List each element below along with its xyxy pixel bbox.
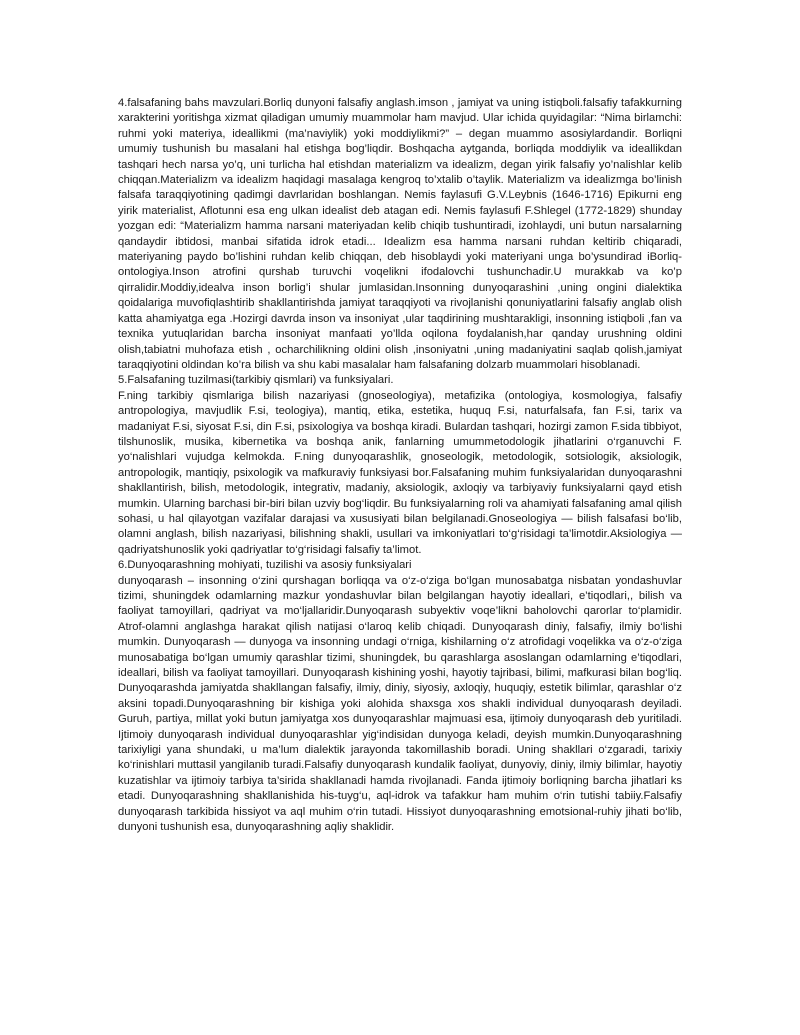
section-4-paragraph: 4.falsafaning bahs mavzulari.Borliq dunyoni falsafiy anglash.imson , jamiyat va uning istiqboli.falsafiy tafakkurning xarakterini yoritishga xizmat qiladigan umumiy muammolar ham mavjud. Ular ichida quyidagilar: “Nima birlamchi: ruhmi yoki materiya, ideallikmi (ma’naviylik) yoki moddiylikmi?” – degan muammo asosiylardandir. Borliqni umumiy tushunish bu masalani hal etishga bog’liqdir. Boshqacha aytganda, borliqda moddiylik va ideallikdan tashqari hech narsa yo’q, uni turlicha hal etishdan materializm va idealizm, degan yirik falsafiy yo’nalishlar kelib chiqqan.Materializm va idealizm haqidagi masalaga kengroq to’xtalib o’taylik. Materializm va idealizmga bo’linish falsafa taraqqiyotining qadimgi davrlaridan boshlangan. Nemis faylasufi G.V.Leybnis (1646-1716) Epikurni eng yirik materialist, Aflotunni esa eng ulkan idealist deb atagan edi. Nemis faylasufi F.Shlegel (1772-1829) shunday yozgan edi: “Materializm hamma narsani materiyadan kelib chiqib tushuntiradi, izohlaydi, uni butun narsalarning qandaydir ibtidosi, manbai sifatida idrok etadi... Idealizm esa hamma narsani ruhdan keltirib chiqaradi, materiyaning paydo bo’lishini ruhdan kelib chiqqan, deb hisoblaydi yoki materiyani unga bo’ysundirad iBorliq-ontologiya.Inson atrofini qurshab turuvchi voqelikni ifodalovchi tushunchadir.U murakkab va ko’p qirralidir.Moddiy,idealva inson borlig’i shular jumlasidan.Insonning dunyoqarashini ,uning ongini dialektika qoidalariga muvofiqlashtirib shakllantirishda jamiyat taraqqiyoti va rivojlanishi qonuniyatlarini falsafiy anglab olish katta ahamiyatga ega .Hozirgi davrda inson va insoniyat ,ular taqdirining mushtarakligi, insonning istiqboli ,fan va texnika yutuqlaridan barcha insoniyat manfaati yo’llda oqilona foydalanish,har qanday urushning oldini olish,tabiatni muhofaza etish , ocharchilikning oldini olish ,insoniyatni ,uning madaniyatini saqlab qolish,jamiyat taraqqiyotini oldindan ko’ra bilish va shu kabi masalalar ham falsafaning dolzarb muammolari hisoblanadi. (118, 97, 682, 371)
section-6-heading: 6.Dunyoqarashning mohiyati, tuzilishi va asosiy funksiyalari (118, 559, 412, 572)
section-5-paragraph: F.ning tarkibiy qismlariga bilish nazariyasi (gnoseologiya), metafizika (ontologiya, kosmologiya, falsafiy antropologiya, mavjudlik F.si, teologiya), mantiq, etika, estetika, huquq F.si, naturfalsafa, fan F.si, tarix va madaniyat F.si, siyosat F.si, din F.si, psixologiya va boshqa kiradi. Bulardan tashqari, hozirgi zamon F.sida tibbiyot, tilshunoslik, musika, kibernetika va boshqa anik, fanlarning umummetodologik jihatlarini o‘rganuvchi F. yo‘nalishlari vujudga kelmokda. F.ning dunyoqarashlik, gnoseologik, metodologik, sotsiologik, aksiologik, antropologik, mantiqiy, psixologik va mafkuraviy funksiyasi bor.Falsafaning muhim funksiyalaridan dunyoqarashni shakllantirish, bilish, metodologik, integrativ, madaniy, aksiologik, axloqiy va tarbiyaviy funksiyalarni qayd etish mumkin. Ularning barchasi bir-biri bilan uzviy bog‘liqdir. Bu funksiyalarning roli va ahamiyati falsafaning amal qilish sohasi, u hal qilayotgan vazifalar darajasi va xususiyati bilan belgilanadi.Gnoseologiya — bilish falsafasi bo‘lib, olamni anglash, bilish nazariyasi, bilishning shakli, usullari va imkoniyatlari to‘g‘risidagi ta’limotdir.Aksiologiya — qadriyatshunoslik yoki qadriyatlar to‘g‘risidagi falsafiy ta’limot. (118, 389, 682, 556)
document-page (118, 96, 682, 836)
section-5-heading: 5.Falsafaning tuzilmasi(tarkibiy qismlari) va funksiyalari. (118, 374, 394, 387)
section-6-paragraph: dunyoqarash – insonning o‘zini qurshagan borliqqa va o‘z-o‘ziga bo‘lgan munosabatga nisbatan yondashuvlar tizimi, shuningdek odamlarning mazkur yondashuvlar bilan belgilangan hayotiy ideallari, e’tiqodlari,, bilish va faoliyat tamoyillari, qadriyat va mo‘ljallaridir.Dunyoqarash subyektiv voqe’likni baholovchi qarorlar to‘plamidir. Atrof-olamni anglashga harakat qilish natijasi o‘laroq kelib chiqadi. Dunyoqarash diniy, falsafiy, ilmiy bo‘lishi mumkin. Dunyoqarash — dunyoga va insonning undagi o‘rniga, kishilarning o‘z atrofidagi voqelikka va o‘z-o‘ziga munosabatiga bo‘lgan umumiy qarashlar tizimi, shuningdek, bu qarashlarga asoslangan odamlarning e’tiqodlari, ideallari, bilish va faoliyat tamoyillari. Dunyoqarash kishining yoshi, hayotiy tajribasi, bilimi, mafkurasi bilan bog‘liq. Dunyoqarashda jamiyatda shakllangan falsafiy, ilmiy, diniy, siyosiy, axloqiy, huquqiy, estetik bilimlar, qarashlar o‘z aksini topadi.Dunyoqarashning bir kishiga yoki alohida shaxsga xos shakli individual dunyoqarash deyiladi. Guruh, partiya, millat yoki butun jamiyatga xos dunyoqarashlar majmuasi esa, ijtimoiy dunyoqarash deb yuritiladi. Ijtimoiy dunyoqarash individual dunyoqarashlar yig‘indisidan dunyoga keladi, deyish mumkin.Dunyoqarashning tarixiyligi yana shundaki, u ma’lum dialektik jarayonda takomillashib boradi. Uning shakllari o‘zgaradi, tarixiy ko‘rinishlari muttasil yangilanib turadi.Falsafiy dunyoqarash kundalik faoliyat, dunyoviy, diniy, ilmiy bilimlar, hayotiy kuzatishlar va ijtimoiy tarbiya ta’sirida shakllanadi hamda rivojlanadi. Fanda ijtimoiy borliqning barcha jihatlari ks etadi. Dunyoqarashning shakllanishida his-tuyg‘u, aql-idrok va tafakkur ham muhim o‘rin tutishi tabiiy.Falsafiy dunyoqarash tarkibida hissiyot va aql muhim o‘rin tutadi. Hissiyot dunyoqarashning emotsional-ruhiy jihati bo‘lib, dunyoni tushunish esa, dunyoqarashning aqliy shaklidir. (118, 574, 682, 834)
